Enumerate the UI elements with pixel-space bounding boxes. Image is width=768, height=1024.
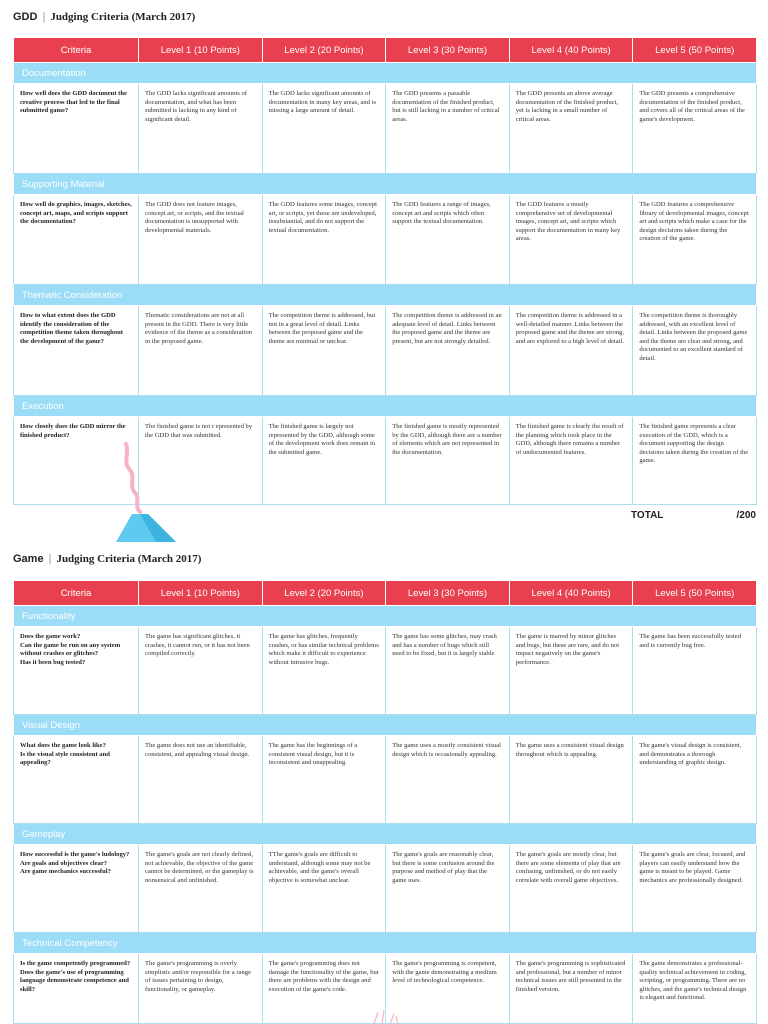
level-cell: The competition theme is addressed, but not in a great level of detail. Links between the proposed game and the theme are minimal or unclear.	[262, 306, 386, 396]
level-cell: The game has been successfully tested and is currently bug free.	[633, 627, 757, 715]
level-cell: The finished game represents a clear execution of the GDD, which is a document supporting the design decisions taken during the creation of the game.	[633, 417, 757, 505]
criteria-row	[14, 627, 757, 715]
criteria-row	[14, 195, 757, 285]
header-cell: Level 1 (10 Points)	[139, 581, 263, 606]
header-cell: Level 4 (40 Points)	[509, 38, 633, 63]
criteria-row	[14, 306, 757, 396]
criteria-question: How well does the GDD document the creative process that led to the final submitted game?	[14, 84, 139, 174]
game-subtitle: Judging Criteria (March 2017)	[56, 553, 202, 565]
category-row	[14, 285, 757, 306]
sparkle-illustration	[368, 1008, 404, 1024]
header-cell: Level 3 (30 Points)	[386, 581, 510, 606]
criteria-question: How to what extent does the GDD identify the consideration of the competition theme taken throughout the development of the game?	[14, 306, 139, 396]
level-cell: The game's goals are clear, focused, and players can easily understand how the game is meant to be played. Game mechanics are professionally designed.	[633, 845, 757, 933]
criteria-question: Does the game work? Can the game be run on any system without crashes or glitches? Has it been bug tested?	[14, 627, 139, 715]
level-cell: The game's visual design is consistent, and demonstrates a thorough understanding of graphic design.	[633, 736, 757, 824]
level-cell: The game's goals are mostly clear, but there are some elements of play that are confusing, unfinished, or do not easily correlate with overall game objectives.	[509, 845, 633, 933]
level-cell: The game's programming is overly simplistic and/or responsible for a range of issues pertaining to design, functionality, or gameplay.	[139, 954, 263, 1024]
game-rubric-table	[13, 580, 757, 1024]
category-label: Execution	[14, 396, 757, 417]
header-cell: Level 5 (50 Points)	[633, 38, 757, 63]
header-cell: Level 2 (20 Points)	[262, 38, 386, 63]
game-section-title: Game | Judging Criteria (March 2017)	[13, 553, 202, 565]
criteria-question: What does the game look like? Is the visual style consistent and appealing?	[14, 736, 139, 824]
level-cell: The game's goals are not clearly defined, not achievable, the objective of the game cannot be determined, or the gameplay is nonsensical and unfinished.	[139, 845, 263, 933]
level-cell: The game uses a consistent visual design throughout which is appealing.	[509, 736, 633, 824]
level-cell: The game's programming is sophisticated and professional, but a number of minor technical issues are still presented in the finished version.	[509, 954, 633, 1024]
category-row	[14, 396, 757, 417]
level-cell: The GDD features a range of images, concept art and scripts which often support the textual documentation.	[386, 195, 510, 285]
level-cell: The GDD features some images, concept art, or scripts, yet these are undeveloped, insubstantial, and do not support the textual documentation.	[262, 195, 386, 285]
level-cell: The game's programming is competent, with the game demonstrating a medium level of technological competence.	[386, 954, 510, 1024]
level-cell: The game does not use an identifiable, consistent, and appealing visual design.	[139, 736, 263, 824]
criteria-row	[14, 84, 757, 174]
criteria-question: How well do graphics, images, sketches, concept art, maps, and scripts support the documentation?	[14, 195, 139, 285]
level-cell: The finished game is mostly represented by the GDD, although there are a number of elements which are not represented in the documentation.	[386, 417, 510, 505]
total-score: /200	[736, 510, 756, 521]
criteria-question: How closely does the GDD mirror the finished product?	[14, 417, 139, 505]
level-cell: The GDD features a mostly comprehensive set of developmental images, concept art, and scripts which support the documentation in many key areas.	[509, 195, 633, 285]
volcano-illustration	[112, 440, 182, 544]
level-cell: The finished game is clearly the result of the planning which took place in the GDD, although there remains a number of undocumented features.	[509, 417, 633, 505]
level-cell: The GDD features a comprehensive library of developmental images, concept art and scripts which make a case for the design decisions taken during the creation of the game.	[633, 195, 757, 285]
level-cell: The game has glitches, frequently crashes, or has similar technical problems which make it difficult to experience without intrusive bugs.	[262, 627, 386, 715]
level-cell: The finished game is largely not represented by the GDD, although some of the development work does remain in the submitted game.	[262, 417, 386, 505]
gdd-total	[631, 510, 756, 521]
level-cell: The finished game is not r epresented by the GDD that was submitted.	[139, 417, 263, 505]
level-cell: Thematic considerations are not at all present in the GDD. There is very little evidence of the theme as a consideration in the proposed game.	[139, 306, 263, 396]
header-cell: Level 1 (10 Points)	[139, 38, 263, 63]
level-cell: The game has the beginnings of a consistent visual design, but it is inconsistent and unappealing.	[262, 736, 386, 824]
game-header-row	[14, 581, 757, 606]
category-row	[14, 606, 757, 627]
header-cell: Level 3 (30 Points)	[386, 38, 510, 63]
level-cell: The game's goals are reasonably clear, but there is some confusion around the purpose and method of play that the game uses.	[386, 845, 510, 933]
game-title: Game	[13, 553, 44, 565]
level-cell: TThe game's goals are difficult to understand, although some may not be achievable, and the game's overall objective is somewhat unclear.	[262, 845, 386, 933]
gdd-section-title: GDD | Judging Criteria (March 2017)	[13, 11, 196, 23]
gdd-title: GDD	[13, 11, 38, 23]
category-label: Supporting Material	[14, 174, 757, 195]
category-row	[14, 63, 757, 84]
gdd-subtitle: Judging Criteria (March 2017)	[50, 11, 196, 23]
total-label: TOTAL	[631, 510, 664, 521]
level-cell: The competition theme is thoroughly addressed, with an excellent level of detail. Links between the proposed game and the theme are clear and strong, and documented to an excellent standard of detail.	[633, 306, 757, 396]
level-cell: The GDD presents a comprehensive documentation of the finished product, and covers all of the critical areas of the game's development.	[633, 84, 757, 174]
level-cell: The game uses a mostly consistent visual design which is occasionally appealing.	[386, 736, 510, 824]
level-cell: The game is marred by minor glitches and bugs, but these are rare, and do not impact negatively on the game's performance.	[509, 627, 633, 715]
category-row	[14, 824, 757, 845]
header-cell: Level 5 (50 Points)	[633, 581, 757, 606]
level-cell: The game demonstrates a professional-quality technical achievement in coding, scripting, or programming. There are no glitches, and the game's technical design is elegant and functional.	[633, 954, 757, 1024]
level-cell: The game's programming does not damage the functionality of the game, but there are problems with the design and execution of the game's code.	[262, 954, 386, 1024]
category-label: Visual Design	[14, 715, 757, 736]
level-cell: The game has some glitches, may crash and has a number of bugs which still need to be fixed, but it is largely stable	[386, 627, 510, 715]
gdd-header-row	[14, 38, 757, 63]
category-row	[14, 174, 757, 195]
category-label: Documentation	[14, 63, 757, 84]
criteria-row	[14, 845, 757, 933]
gdd-rubric-table	[13, 37, 757, 505]
header-cell: Level 2 (20 Points)	[262, 581, 386, 606]
header-cell: Criteria	[14, 581, 139, 606]
level-cell: The GDD lacks significant amounts of documentation in many key areas, and is missing a large amount of detail.	[262, 84, 386, 174]
level-cell: The GDD presents a passable documentation of the finished product, but is still lacking in a number of critical areas.	[386, 84, 510, 174]
criteria-question: Is the game competently programmed? Does the game's use of programming language demonstrate competence and skill?	[14, 954, 139, 1024]
category-label: Gameplay	[14, 824, 757, 845]
level-cell: The competition theme is addressed in an adequate level of detail. Links between the proposed game and the theme are present, but are not strongly detailed.	[386, 306, 510, 396]
category-label: Thematic Consideration	[14, 285, 757, 306]
category-row	[14, 715, 757, 736]
category-row	[14, 933, 757, 954]
criteria-question: How successful is the game's ludology? Are goals and objectives clear? Are game mechanics successful?	[14, 845, 139, 933]
level-cell: The competition theme is addressed in a well-detailed manner. Links between the proposed game and the theme are strong, and are explored to a high level of detail.	[509, 306, 633, 396]
category-label: Functionality	[14, 606, 757, 627]
header-cell: Criteria	[14, 38, 139, 63]
level-cell: The game has significant glitches, it crashes, it cannot run, or it has not been compiled correctly.	[139, 627, 263, 715]
level-cell: The GDD presents an above average documentation of the finished product, yet is lacking in a small number of critical areas.	[509, 84, 633, 174]
header-cell: Level 4 (40 Points)	[509, 581, 633, 606]
level-cell: The GDD does not feature images, concept art, or scripts, and the textual documentation is unsupported with developmental materials.	[139, 195, 263, 285]
criteria-row	[14, 736, 757, 824]
category-label: Technical Competency	[14, 933, 757, 954]
level-cell: The GDD lacks significant amounts of documentation, and what has been submitted is lacking in any kind of significant detail.	[139, 84, 263, 174]
